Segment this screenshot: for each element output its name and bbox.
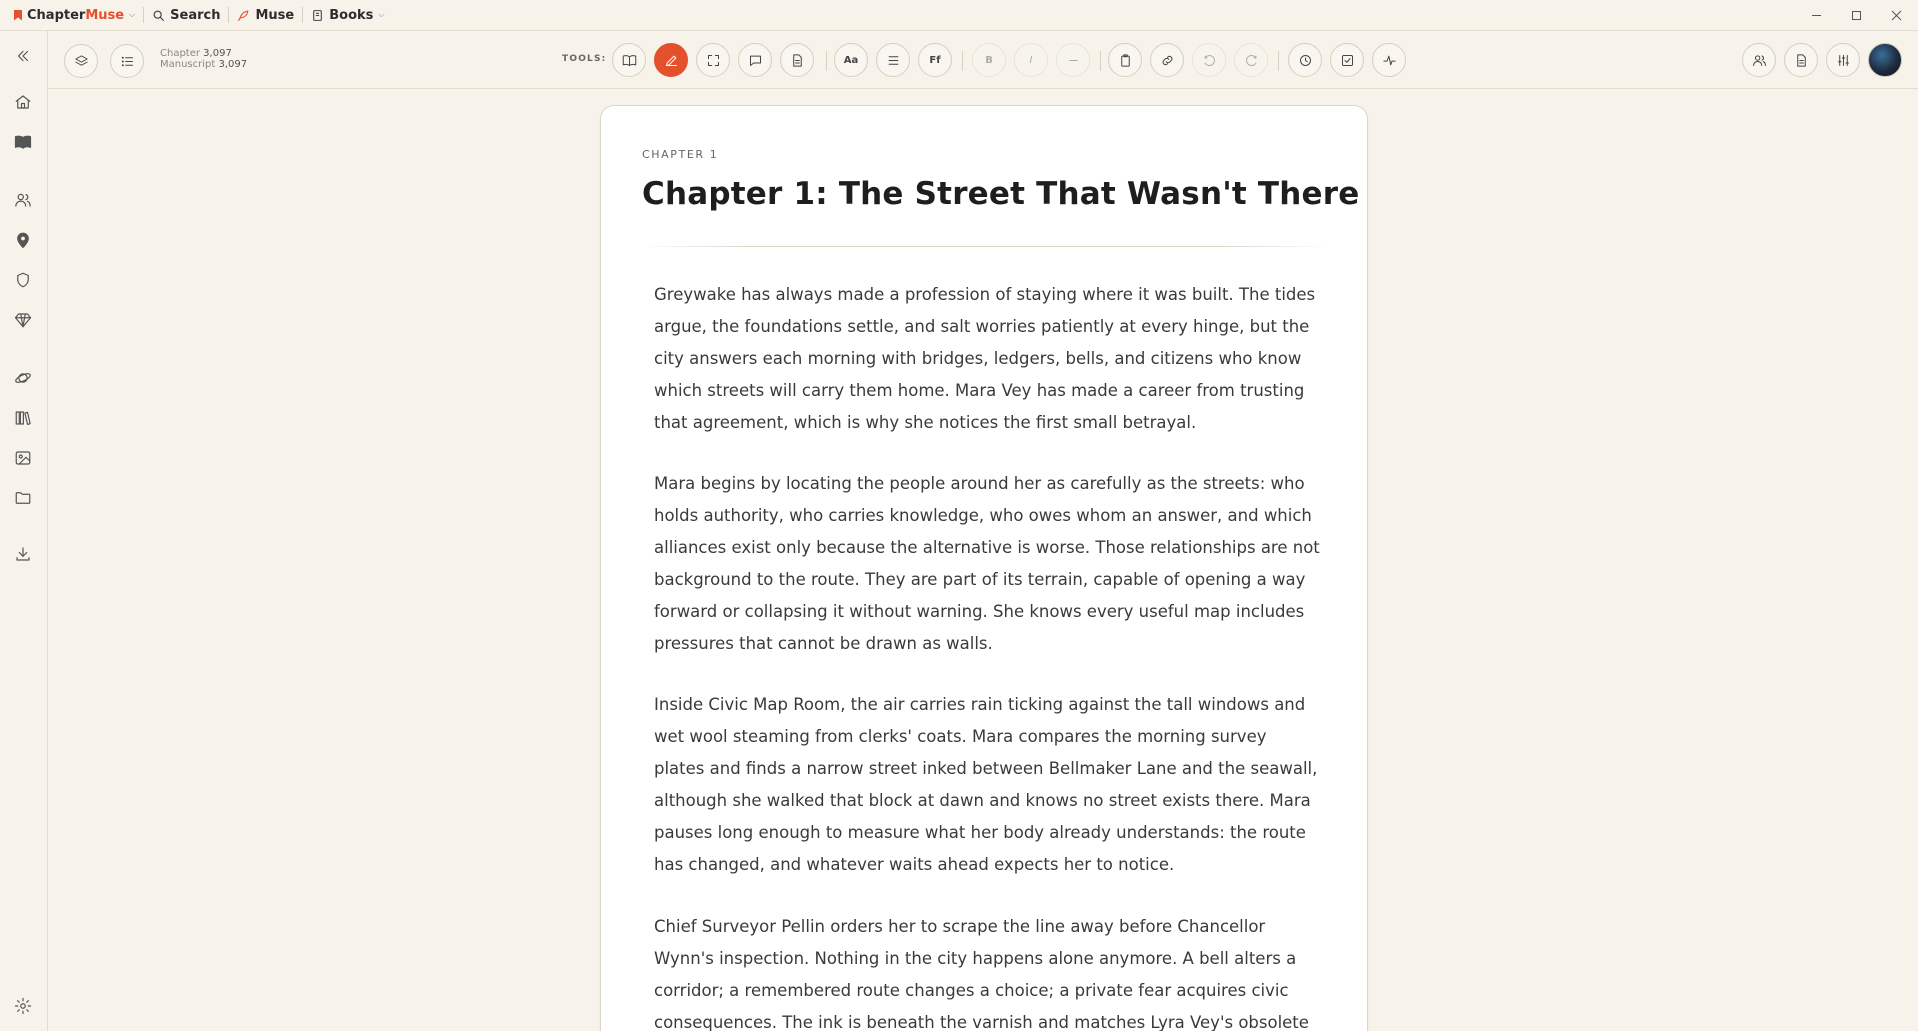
close-window-button[interactable] <box>1874 0 1918 31</box>
font-size-label: Aa <box>843 54 859 66</box>
nav-files[interactable] <box>12 487 34 509</box>
divider <box>962 51 963 71</box>
close-icon <box>1891 10 1902 21</box>
muse-label: Muse <box>255 7 295 23</box>
chapter-eyebrow: CHAPTER 1 <box>642 148 719 161</box>
history-button[interactable] <box>1288 43 1322 77</box>
library-icon <box>14 409 32 427</box>
link-button[interactable] <box>1150 43 1184 77</box>
reading-mode-button[interactable] <box>612 43 646 77</box>
italic-label: I <box>1029 54 1033 66</box>
quill-icon <box>237 9 250 22</box>
paragraph[interactable]: Inside Civic Map Room, the air carries rain ticking against the tall windows and wet wool steaming from clerks' coats. Mara compares the morning survey plates and finds a narrow street inked between Bellmaker Lane and the seawall, although she walked that block at dawn and knows no street exists there. Mara pauses long enough to measure what her body already understands: the route has changed, and whatever waits ahead expects her to notice. <box>654 695 1318 874</box>
document-settings-button[interactable] <box>1784 43 1818 77</box>
divider <box>826 51 827 71</box>
dash-icon <box>1066 53 1081 68</box>
paragraph[interactable]: Greywake has always made a profession of staying where it was built. The tides argue, the foundations settle, and salt worries patiently at every hinge, but the city answers each morning with bridges, ledgers, bells, and citizens who know which streets will carry them home. Mara Vey has made a career from trusting that agreement, which is why she notices the first small betrayal. <box>654 285 1316 432</box>
folder-icon <box>14 489 32 507</box>
users-icon <box>14 191 32 209</box>
layers-button[interactable] <box>64 44 98 78</box>
notes-button[interactable] <box>780 43 814 77</box>
settings-button[interactable] <box>12 995 34 1017</box>
books-label: Books <box>329 7 374 23</box>
nav-library[interactable] <box>12 407 34 429</box>
list-icon <box>120 54 135 69</box>
nav-images[interactable] <box>12 447 34 469</box>
nav-items[interactable] <box>12 309 34 331</box>
undo-icon <box>1202 53 1217 68</box>
redo-button[interactable] <box>1234 43 1268 77</box>
font-family-button[interactable] <box>918 43 952 77</box>
strikethrough-button[interactable] <box>1056 43 1090 77</box>
gem-icon <box>14 311 32 329</box>
nav-manuscript[interactable] <box>12 131 34 153</box>
nav-factions[interactable] <box>12 269 34 291</box>
pencil-icon <box>664 53 679 68</box>
bold-label: B <box>985 54 993 66</box>
app-menu[interactable] <box>0 0 143 31</box>
document-icon <box>1794 53 1809 68</box>
collaborators-button[interactable] <box>1742 43 1776 77</box>
redo-icon <box>1244 53 1259 68</box>
home-icon <box>14 93 32 111</box>
users-icon <box>1752 53 1767 68</box>
clipboard-icon <box>1118 53 1133 68</box>
maximize-button[interactable] <box>1834 0 1878 31</box>
collapse-sidebar-button[interactable] <box>12 45 34 67</box>
editor-page[interactable] <box>600 105 1368 1031</box>
maximize-icon <box>1851 10 1862 21</box>
undo-button[interactable] <box>1192 43 1226 77</box>
bold-button[interactable] <box>972 43 1006 77</box>
nav-home[interactable] <box>12 91 34 113</box>
planet-icon <box>14 369 32 387</box>
shield-icon <box>14 271 32 289</box>
checkbox-icon <box>1340 53 1355 68</box>
search-icon <box>152 9 165 22</box>
expand-icon <box>706 53 721 68</box>
map-pin-icon <box>14 231 32 249</box>
nav-lore[interactable] <box>12 367 34 389</box>
open-book-icon <box>622 53 637 68</box>
muse-button[interactable] <box>229 0 302 31</box>
activity-icon <box>1382 53 1397 68</box>
search-label: Search <box>170 7 221 23</box>
title-divider <box>642 246 1328 247</box>
left-rail <box>0 31 48 1031</box>
word-counts <box>160 48 247 70</box>
comment-button[interactable] <box>738 43 772 77</box>
layers-icon <box>74 54 89 69</box>
search-button[interactable] <box>144 0 228 31</box>
chapter-word-count: Chapter 3,097 <box>160 48 232 59</box>
analytics-button[interactable] <box>1372 43 1406 77</box>
tools-label: TOOLS: <box>562 54 607 64</box>
tasks-button[interactable] <box>1330 43 1364 77</box>
minimize-button[interactable] <box>1794 0 1838 31</box>
italic-button[interactable] <box>1014 43 1048 77</box>
download-icon <box>14 545 32 563</box>
chevron-down-icon: ⌵ <box>378 10 385 19</box>
comment-icon <box>748 53 763 68</box>
divider <box>1278 51 1279 71</box>
outline-button[interactable] <box>110 44 144 78</box>
gear-icon <box>14 997 32 1015</box>
font-family-label: Ff <box>929 54 941 66</box>
nav-export[interactable] <box>12 543 34 565</box>
avatar[interactable] <box>1868 43 1902 77</box>
clock-icon <box>1298 53 1313 68</box>
clipboard-button[interactable] <box>1108 43 1142 77</box>
open-book-icon <box>14 133 32 151</box>
paragraph[interactable]: Mara begins by locating the people around her as carefully as the streets: who holds authority, who carries knowledge, who owes whom an answer, and which alliances exist only because the alternative is worse. Those relationships are not background to the route. They are part of its terrain, capable of opening a way forward or collapsing it without warning. She knows every useful map includes pressures that cannot be drawn as walls. <box>654 474 1320 653</box>
write-mode-button[interactable] <box>654 43 688 77</box>
nav-characters[interactable] <box>12 189 34 211</box>
paragraph[interactable]: Chief Surveyor Pellin orders her to scrape the line away before Chancellor Wynn's inspection. Nothing in the city happens alone anymore. A bell alters a corridor; a remembered route changes a choice; a private fear acquires civic consequences. The ink is beneath the varnish and matches Lyra Vey's obsolete <box>654 917 1309 1031</box>
double-chevron-left-icon <box>14 47 32 65</box>
chevron-down-icon: ⌵ <box>129 10 136 19</box>
manuscript-word-count: Manuscript 3,097 <box>160 59 248 70</box>
document-icon <box>790 53 805 68</box>
font-size-button[interactable] <box>834 43 868 77</box>
books-menu[interactable] <box>303 0 392 31</box>
link-icon <box>1160 53 1175 68</box>
fullscreen-button[interactable] <box>696 43 730 77</box>
alignment-button[interactable] <box>876 43 910 77</box>
preferences-button[interactable] <box>1826 43 1860 77</box>
nav-locations[interactable] <box>12 229 34 251</box>
chapter-title[interactable]: Chapter 1: The Street That Wasn't There <box>642 176 1360 212</box>
minimize-icon <box>1811 10 1822 21</box>
sliders-icon <box>1836 53 1851 68</box>
title-bar <box>0 0 1918 31</box>
bookmark-icon <box>14 10 22 21</box>
image-icon <box>14 449 32 467</box>
book-icon <box>311 9 324 22</box>
app-name: ChapterMuse <box>27 7 125 23</box>
align-icon <box>886 53 901 68</box>
divider <box>1100 51 1101 71</box>
